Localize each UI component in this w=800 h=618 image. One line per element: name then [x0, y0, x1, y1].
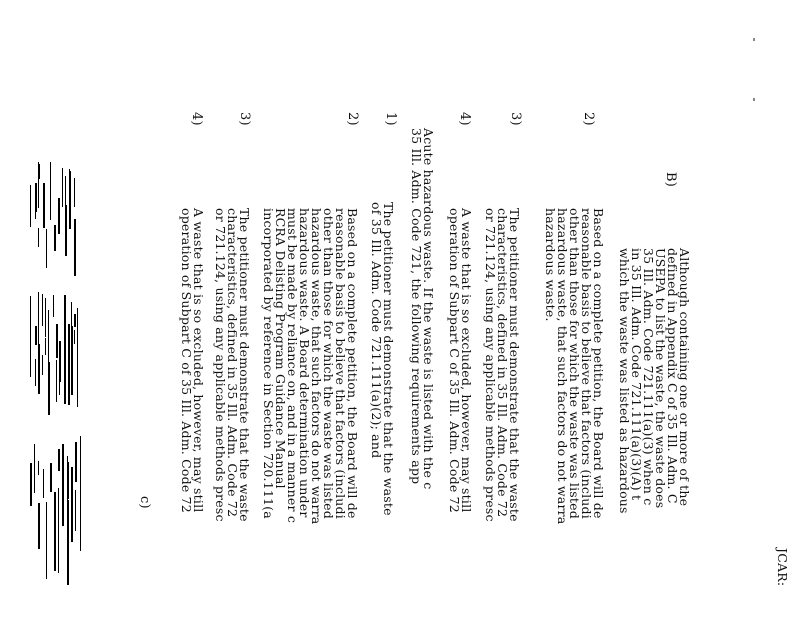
item-c2-line-3: other than those for which the waste was listed	[321, 208, 336, 519]
item-marker-b3: 3)	[508, 112, 523, 126]
item-marker-b2: 2)	[581, 112, 596, 126]
barcode-stroke	[35, 326, 37, 345]
barcode-stroke	[45, 338, 46, 355]
item-b2-line-5: hazardous waste.	[543, 208, 558, 322]
barcode-stroke	[75, 490, 76, 531]
item-b2-line-4: hazardous waste, that such factors do not warra	[555, 208, 570, 525]
barcode-stroke	[54, 225, 56, 251]
item-c4-line-2: operation of Subpart C of 35 Ill. Adm. Code 72	[179, 208, 194, 513]
item-marker-c4: 4)	[189, 112, 204, 126]
section-marker-c: c)	[137, 496, 152, 509]
barcode-stroke	[56, 324, 58, 358]
barcode-stroke	[54, 492, 56, 571]
subsection-b-line-6: which the waste was listed as hazardous	[617, 248, 632, 514]
barcode-stroke	[71, 467, 73, 542]
barcode-stroke	[30, 296, 31, 365]
barcode-stroke	[67, 462, 69, 499]
barcode-stroke	[58, 198, 60, 234]
item-c3-line-3: or 721.124, using any applicable methods presc	[213, 208, 228, 522]
barcode-stroke	[74, 178, 75, 203]
barcode-stroke	[43, 183, 45, 228]
barcode-stroke	[62, 168, 63, 207]
item-c2-line-6: must be made by reliance on, and in a manner c	[285, 208, 300, 524]
item-c2-line-4: hazardous waste, that such factors do not warra	[309, 208, 324, 525]
barcode-stroke	[34, 444, 35, 493]
barcode-stroke	[68, 324, 70, 387]
scan-speck	[753, 38, 755, 41]
item-marker-c1: 1)	[383, 112, 398, 126]
barcode-stroke	[30, 463, 32, 506]
barcode-stroke	[74, 330, 75, 344]
barcode-stroke	[64, 295, 66, 363]
barcode-stroke	[65, 176, 66, 214]
barcode-stroke	[38, 292, 39, 308]
barcode-stroke	[56, 360, 57, 402]
barcode-stroke	[35, 203, 36, 219]
barcode-stroke	[77, 308, 78, 363]
barcode-stroke	[38, 461, 39, 475]
barcode-stroke	[48, 362, 50, 415]
item-c3-line-2: characteristics, defined in 35 Ill. Adm. Code 72	[225, 208, 240, 518]
item-c2-line-1: Based on a complete petition, the Board will de	[345, 208, 360, 519]
barcode-stroke	[50, 463, 52, 492]
item-b2-line-1: Based on a complete petition, the Board will de	[591, 208, 606, 519]
barcode-stroke	[35, 359, 36, 386]
item-b3-line-3: or 721.124, using any applicable methods presc	[483, 208, 498, 522]
barcode-stroke	[80, 453, 81, 483]
barcode-stroke	[71, 302, 72, 353]
barcode-stroke	[69, 171, 71, 229]
acute-waste-line-1: Acute hazardous waste. If the waste is listed with the c	[421, 128, 436, 490]
barcode-stroke	[46, 229, 47, 268]
barcode-stroke	[38, 228, 39, 247]
item-marker-b4: 4)	[457, 112, 472, 126]
barcode-stroke	[62, 444, 64, 526]
item-b3-line-2: characteristics, defined in 35 Ill. Adm. Code 72	[495, 208, 510, 518]
item-c1-line-2: of 35 Ill. Adm. Code 721.111(a)(2); and	[369, 202, 384, 459]
subsection-b-line-5: in 35 Ill. Adm. Code 721.111(a)(3)(A) t	[629, 248, 644, 501]
item-c2-line-2: reasonable basis to believe that factors (includi	[333, 208, 348, 519]
barcode-stroke	[42, 294, 43, 326]
barcode-stroke	[59, 359, 60, 395]
barcode-stroke	[48, 310, 49, 343]
item-b2-line-2: reasonable basis to believe that factors (includi	[579, 208, 594, 519]
barcode-stroke	[74, 314, 76, 327]
barcode-stroke	[43, 469, 44, 498]
scan-speck	[753, 98, 755, 101]
acute-waste-line-2: 35 Ill. Adm. Code 721, the following requirements app	[409, 128, 424, 485]
subsection-b-line-2: defined in Appendix C of 35 Ill. Adm. C	[665, 248, 680, 504]
item-c2-line-7: RCRA Delisting Program Guidance Manual	[273, 208, 288, 489]
item-b3-line-1: The petitioner must demonstrate that the waste	[507, 208, 522, 522]
barcode-stroke	[75, 442, 77, 482]
barcode-stroke	[42, 355, 43, 375]
item-b4-line-1: A waste that is so excluded, however, may still	[459, 208, 474, 513]
barcode-stroke	[77, 360, 78, 407]
barcode-stroke	[38, 307, 39, 367]
barcode-stroke	[74, 219, 76, 276]
item-marker-c2: 2)	[345, 112, 360, 126]
item-c2-line-8: incorporated by reference in Section 720.111(a	[261, 208, 276, 519]
item-c4-line-1: A waste that is so excluded, however, may still	[191, 208, 206, 513]
item-c2-line-5: hazardous waste. A Board determination under	[297, 208, 312, 518]
running-head: JCAR:	[775, 548, 790, 587]
barcode-stroke	[38, 503, 40, 549]
barcode-stroke	[53, 295, 54, 317]
barcode-stroke	[67, 500, 69, 585]
barcode-stroke	[58, 488, 59, 573]
item-c3-line-1: The petitioner must demonstrate that the waste	[237, 208, 252, 522]
barcode-stroke	[30, 185, 31, 227]
item-marker-c3: 3)	[237, 112, 252, 126]
subsection-b-line-1: Although containing one or more of the	[677, 248, 692, 507]
barcode-stroke	[46, 502, 47, 579]
item-c1-line-1: The petitioner must demonstrate that the waste	[381, 202, 396, 516]
item-b2-line-3: other than those for which the waste was listed	[567, 208, 582, 519]
barcode-stroke	[58, 449, 60, 471]
barcode-stroke	[50, 162, 51, 220]
subsection-b-line-4: 35 Ill. Adm. Code 721.111(a)(3) when c	[641, 248, 656, 506]
subsection-marker-b: B)	[663, 172, 678, 188]
subsection-b-line-3: USEPA to list the waste, the waste does	[653, 248, 668, 509]
item-b4-line-2: operation of Subpart C of 35 Ill. Adm. Code 72	[447, 208, 462, 513]
barcode-stroke	[38, 164, 40, 179]
barcode-stroke	[45, 298, 46, 337]
